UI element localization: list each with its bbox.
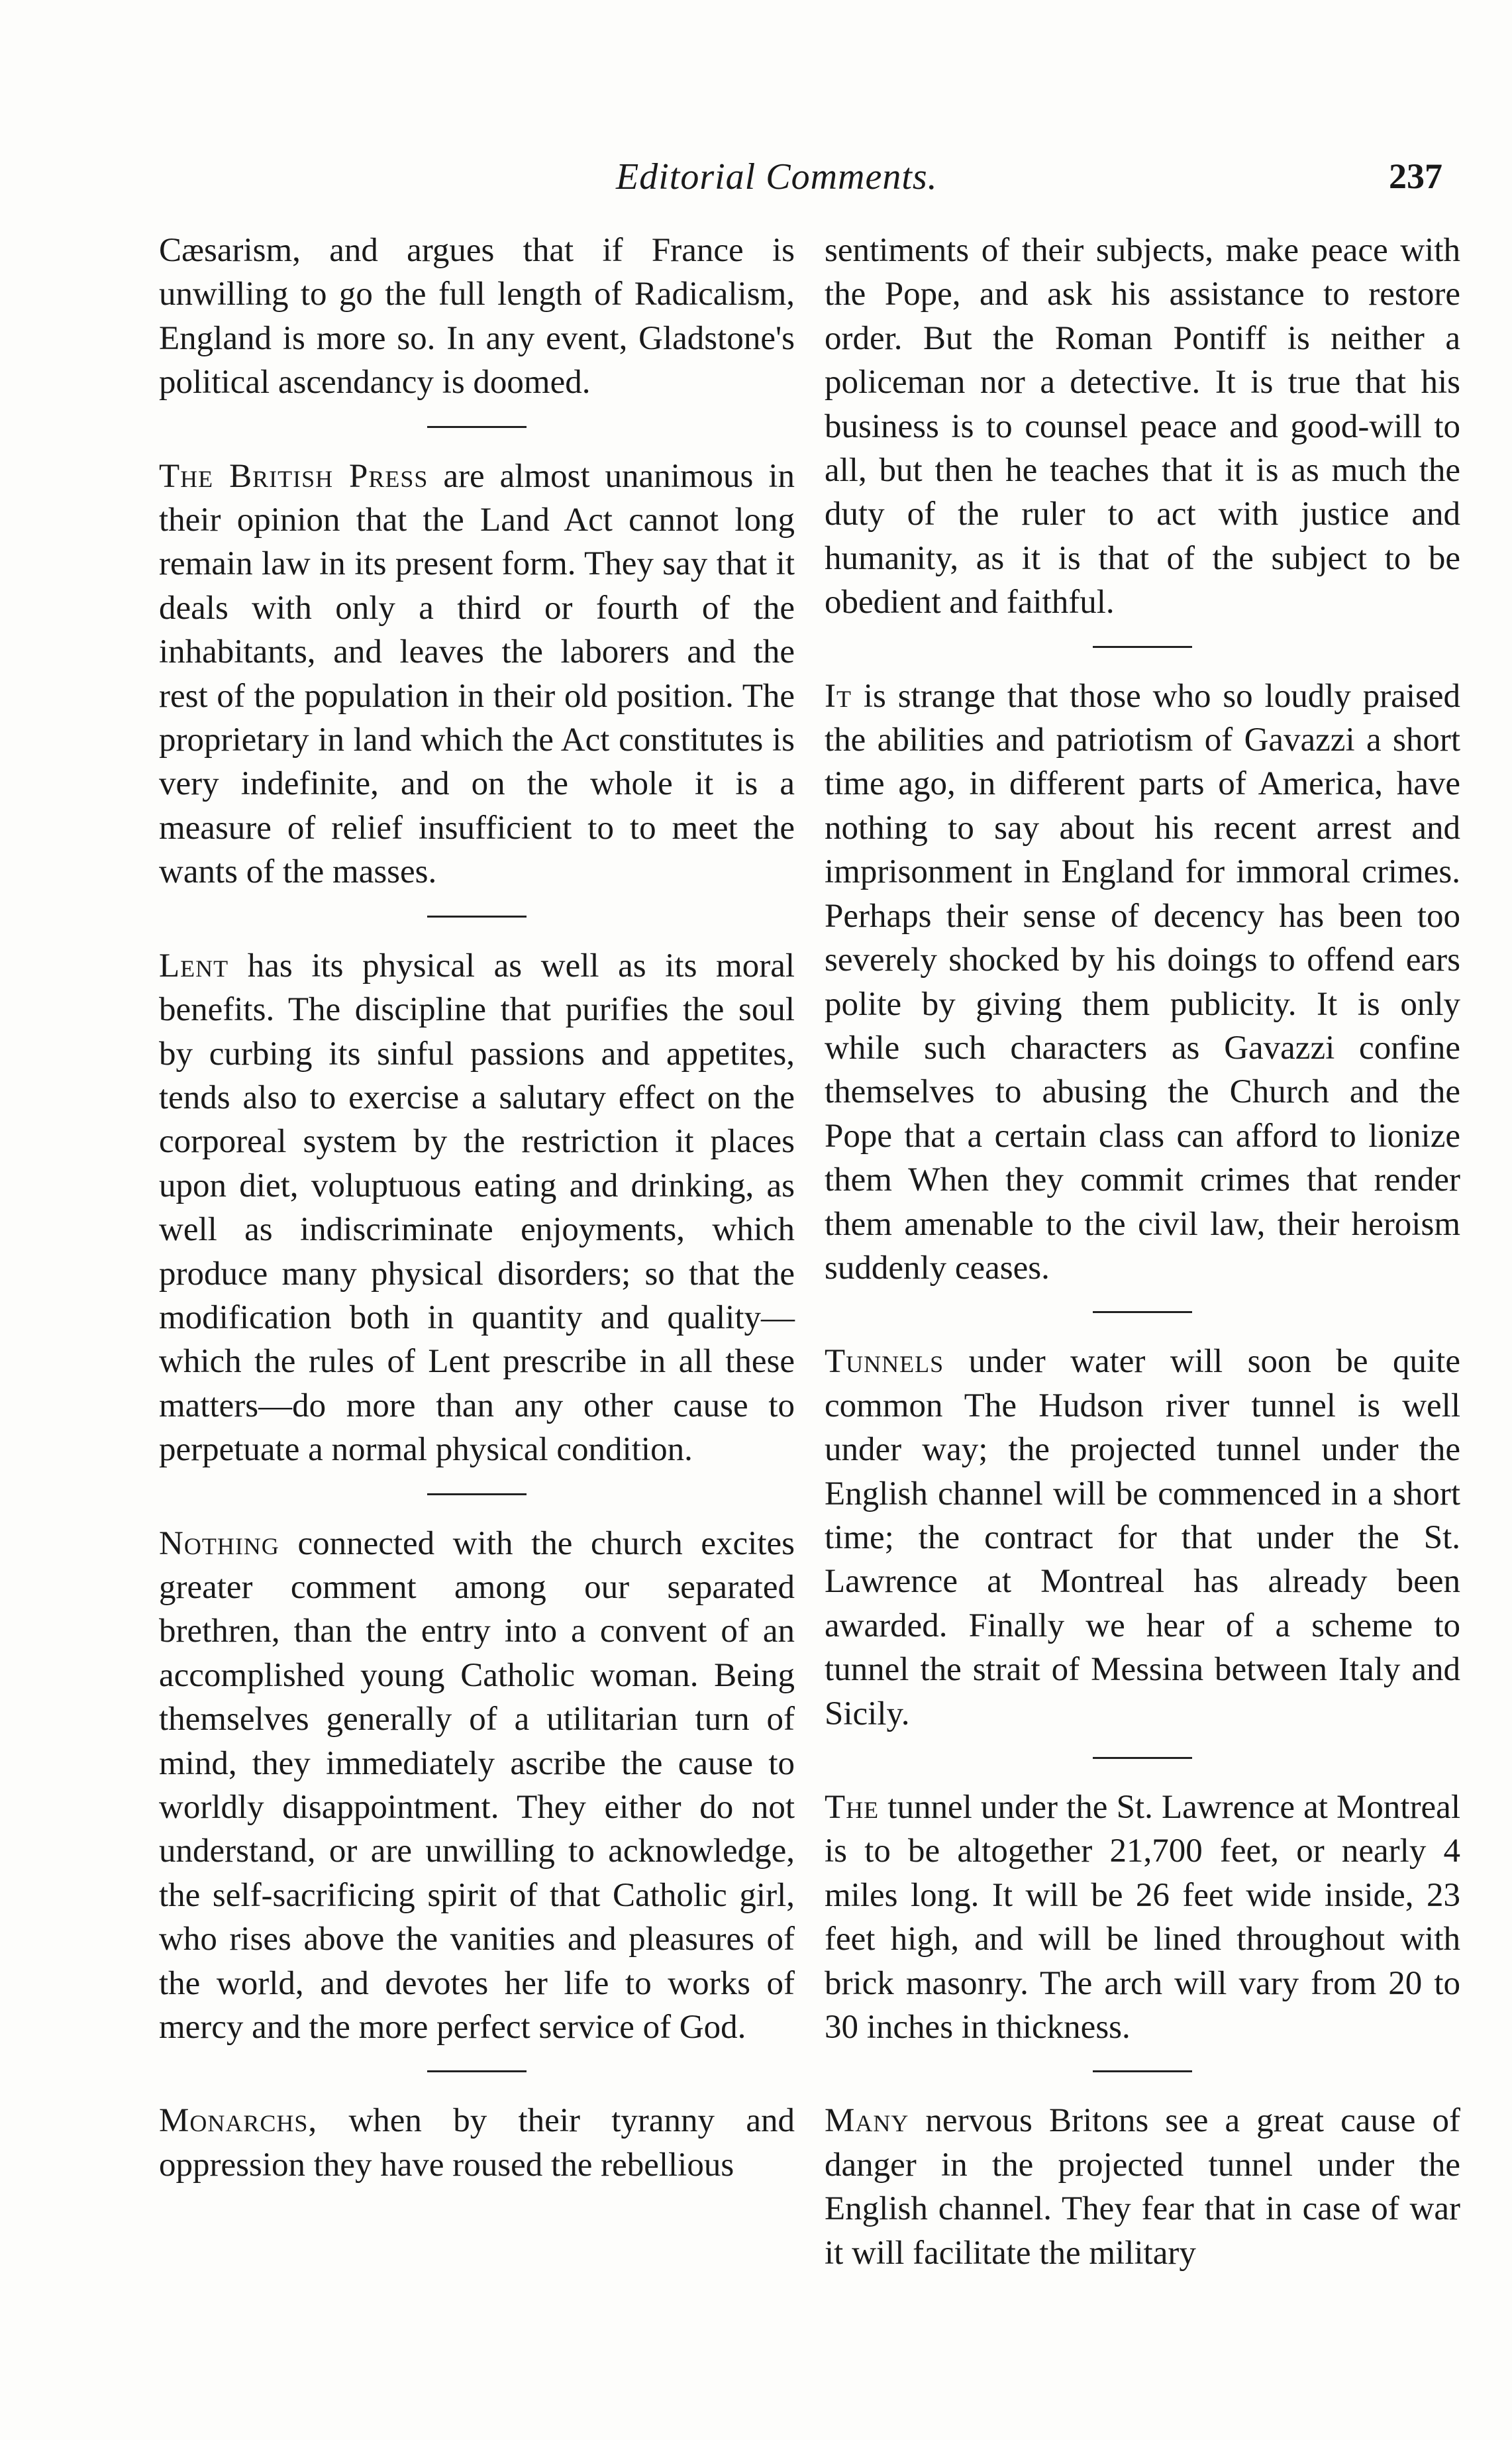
section-divider xyxy=(1093,1311,1192,1313)
paragraph-lent xyxy=(159,944,795,1472)
section-divider xyxy=(1093,1757,1192,1759)
paragraph-lead: Monarchs, xyxy=(159,2102,318,2140)
paragraph-body: under water will soon be quite common The Hudson river tunnel is well under way; the projected tunnel under the English channel will be commenced in a short time; the contract for that under the St. Lawrence at Montreal has already been awarded. Finally we hear of a scheme to tunnel the strait of Messina between Italy and Sicily. xyxy=(825,1343,1460,1732)
paragraph-body: tunnel under the St. Lawrence at Montreal is to be altogether 21,700 feet, or nearly 4 miles long. It will be 26 feet wide inside, 23 feet high, and will be lined throughout with brick masonry. The arch will vary from 20 to 30 inches in thickness. xyxy=(825,1789,1460,2046)
paragraph-british-press xyxy=(159,454,795,894)
paragraph-lead: The xyxy=(825,1789,880,1826)
paragraph-lead: The British Press xyxy=(159,457,428,495)
section-divider xyxy=(427,916,527,918)
paragraph-body: has its physical as well as its moral benefits. The discipline that purifies the soul by curbing its sinful passions and appetites, tends also to exercise a salutary effect on the corporeal system by the restriction it places upon diet, voluptuous eating and drinking, as well as indiscriminate enjoyments, which produce many physical disorders; so that the modification both in quantity and quality—which the rules of Lent prescribe in all these matters—do more than any other cause to perpetuate a normal physical condition. xyxy=(159,947,795,1469)
paragraph-st-lawrence-tunnel xyxy=(825,1785,1460,2049)
section-divider xyxy=(1093,646,1192,648)
paragraph-gavazzi xyxy=(825,674,1460,1291)
section-divider xyxy=(427,1493,527,1495)
left-column xyxy=(159,229,795,2187)
running-title: Editorial Comments. xyxy=(616,156,938,197)
paragraph-monarchs xyxy=(159,2099,795,2187)
paragraph-body: nervous Britons see a great cause of danger in the projected tunnel under the English channel. They fear that in case of war it will facilitate the military xyxy=(825,2102,1460,2272)
right-column xyxy=(825,229,1460,2275)
paragraph-lead: Many xyxy=(825,2102,909,2140)
section-divider xyxy=(427,426,527,428)
page-number: 237 xyxy=(1389,156,1442,196)
page-header xyxy=(0,156,1512,209)
paragraph-body: connected with the church excites greater comment among our separated brethren, than the entry into a convent of an accomplished young Catholic woman. Being themselves generally of a utilitarian turn of mind, they immediately ascribe the cause to worldly disappointment. They either do not understand, or are unwilling to acknowledge, the self-sacrificing spirit of that Catholic girl, who rises above the vanities and pleasures of the world, and devotes her life to works of mercy and the more perfect service of God. xyxy=(159,1524,795,2046)
paragraph-many-britons xyxy=(825,2099,1460,2275)
paragraph-body: is strange that those who so loudly praised the abilities and patriotism of Gavazzi a short time ago, in different parts of America, have nothing to say about his recent arrest and imprisonment in England for immoral crimes. Perhaps their sense of decency has been too severely shocked by his doings to offend ears polite by giving them publicity. It is only while such characters as Gavazzi confine themselves to abusing the Church and the Pope that a certain class can afford to lionize them When they commit crimes that render them amenable to the civil law, their heroism suddenly ceases. xyxy=(825,677,1460,1287)
paragraph-body: when by their tyranny and oppression they have roused the rebellious xyxy=(159,2102,795,2184)
paragraph-nothing xyxy=(159,1522,795,2050)
paragraph-lead: Nothing xyxy=(159,1524,279,1562)
paragraph-tunnels xyxy=(825,1340,1460,1736)
paragraph-lead: It xyxy=(825,677,852,715)
section-divider xyxy=(1093,2070,1192,2072)
paragraph-caesarism: Cæsarism, and argues that if France is unwilling to go the full length of Radicalism, England is more so. In any event, Gladstone's political ascendancy is doomed. xyxy=(159,232,795,401)
section-divider xyxy=(427,2070,527,2072)
paragraph-sentiments: sentiments of their subjects, make peace with the Pope, and ask his assistance to restore order. But the Roman Pontiff is neither a policeman nor a detective. It is true that his business is to counsel peace and good-will to all, but then he teaches that it is as much the duty of the ruler to act with justice and humanity, as it is that of the subject to be obedient and faithful. xyxy=(825,232,1460,621)
paragraph-lead: Tunnels xyxy=(825,1343,944,1381)
paragraph-lead: Lent xyxy=(159,947,229,984)
paragraph-body: are almost unanimous in their opinion that the Land Act cannot long remain law in its present form. They say that it deals with only a third or fourth of the inhabitants, and leaves the laborers and the rest of the population in their old position. The proprietary in land which the Act constitutes is very indefinite, and on the whole it is a measure of relief insufficient to to meet the wants of the masses. xyxy=(159,457,795,891)
